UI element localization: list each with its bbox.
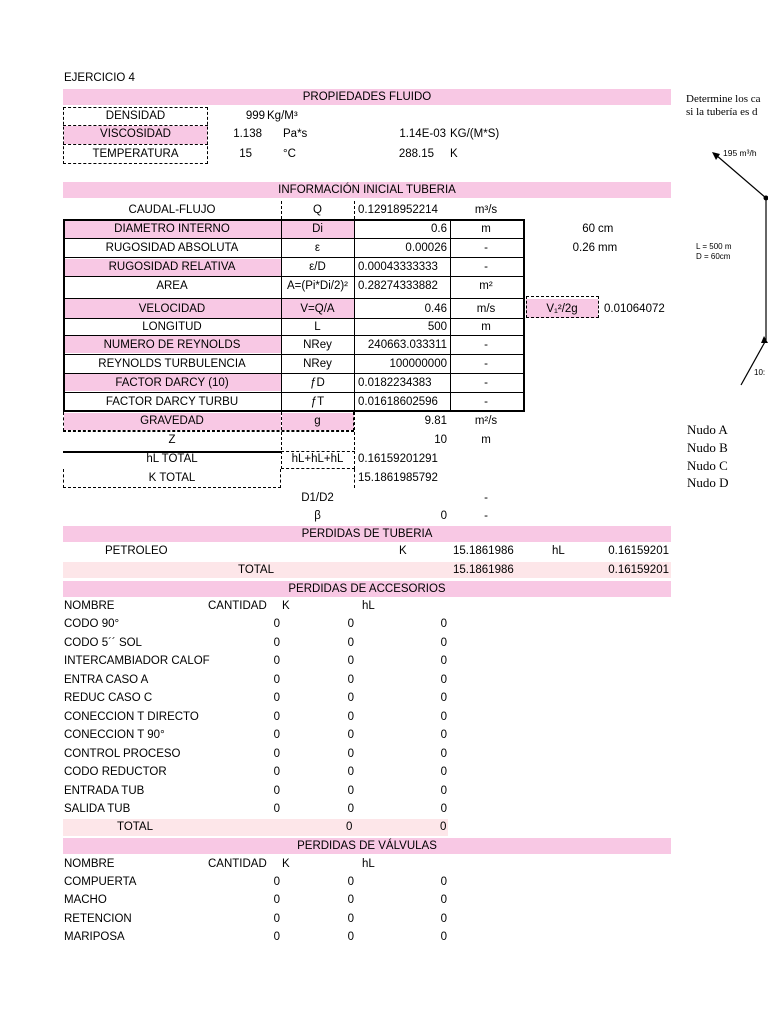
pipe-row-label: CAUDAL-FLUJO [128,204,216,216]
valvula-name: MACHO [64,894,107,907]
pipe-row-value: 9.81 [424,415,447,427]
accesorio-k: 0 [347,636,354,649]
accesorio-qty: 0 [273,636,280,649]
pipe-row-label: AREA [156,280,188,292]
accesorio-name: CONECCION T DIRECTO [64,710,199,723]
node-c: Nudo C [687,458,728,473]
accesorios-col-hl: hL [362,600,375,612]
accesorio-name: ENTRADA TUB [64,784,145,797]
pipe-row-symbol: β [314,510,321,522]
accesorio-hl: 0 [440,766,447,778]
figure-text-1: Determine los ca [686,93,761,105]
pipe-row-symbol: A=(Pi*Di/2)² [286,280,349,292]
figure-flow-label: 195 m³/h [723,148,757,158]
prop-label-densidad: DENSIDAD [105,110,166,122]
node-a: Nudo A [687,422,728,437]
valvula-qty: 0 [273,876,280,888]
pipe-network-diagram [676,140,768,400]
pipe-row-value: 100000000 [389,358,447,370]
accesorio-k: 0 [347,673,354,686]
accesorios-header-label: PERDIDAS DE ACCESORIOS [288,583,446,595]
pipe-row-label: hL TOTAL [146,453,198,465]
accesorio-hl: 0 [440,784,447,797]
accesorio-k: 0 [347,803,354,815]
prop-altunit-viscosidad: KG/(M*S) [450,128,500,140]
pipe-row-value: 240663.033311 [367,339,447,351]
v2g-label: V₁²/2g [546,303,578,315]
tuberia-total-k: 15.1861986 [453,564,514,576]
pipe-row-unit: - [484,396,488,408]
node-b: Nudo B [687,440,728,455]
prop-label-temperatura: TEMPERATURA [92,148,179,160]
pipe-row-value: 0.6 [431,223,447,235]
accesorios-total-label: TOTAL [117,821,153,833]
accesorio-hl: 0 [440,747,447,760]
tuberia-header [63,526,671,542]
accesorio-k: 0 [347,747,354,760]
valvula-k: 0 [347,912,354,925]
tuberia-total-label: TOTAL [238,564,274,576]
accesorio-name: SALIDA TUB [64,803,131,815]
pipe-row-symbol: NRey [303,358,332,370]
figure-text-2: si la tubería es d [686,106,758,118]
accesorio-hl: 0 [440,692,447,704]
pipe-row-label: DIAMETRO INTERNO [114,223,230,235]
pipe-row-unit: m² [479,280,493,292]
accesorio-k: 0 [347,729,354,741]
accesorio-k: 0 [347,766,354,778]
valvula-hl: 0 [440,912,447,925]
pipe-row-symbol: Di [312,223,323,235]
pipe-row-symbol: Q [313,204,322,216]
valvula-name: RETENCION [64,912,132,925]
pipe-row-unit: - [484,377,488,389]
accesorio-qty: 0 [273,803,280,815]
pipe-row-unit: m [481,223,491,235]
accesorios-total-hl: 0 [440,821,447,833]
pipe-row-label: K TOTAL [148,472,196,484]
pipe-row-value: 0.0182234383 [358,377,432,389]
accesorios-total-k: 0 [346,821,353,833]
props-header-label: PROPIEDADES FLUIDO [302,91,432,103]
valvula-name: MARIPOSA [64,930,125,943]
arrow-in-icon [712,152,720,160]
valvula-hl: 0 [440,930,447,943]
prop-unit-densidad: Kg/M³ [267,110,298,122]
accesorio-hl: 0 [440,729,447,741]
pipe-row-label: RUGOSIDAD RELATIVA [108,261,236,273]
valvula-qty: 0 [273,912,280,925]
pipe-row-symbol: NRey [303,339,332,351]
accesorios-col-nombre: NOMBRE [64,600,115,612]
pipe-row-unit: - [484,510,488,522]
pipe-row-unit: - [484,492,488,504]
accesorio-k: 0 [347,710,354,723]
valvula-k: 0 [347,876,354,888]
prop-unit-viscosidad: Pa*s [283,128,308,140]
valvulas-col-nombre: NOMBRE [64,858,115,870]
accesorio-name: REDUC CASO C [64,692,153,704]
accesorio-hl: 0 [440,673,447,686]
pipe-row-value: 500 [427,321,447,333]
pipe-row-value: 10 [434,434,447,446]
pipe-row-label: LONGITUD [142,321,202,333]
accesorios-header [63,581,671,597]
accesorio-name: INTERCAMBIADOR CALOF [64,655,210,667]
tuberia-total-row [63,562,671,578]
accesorio-name: CODO 90° [64,618,120,630]
pipe-row-symbol: ƒD [310,377,325,389]
v2g-value: 0.01064072 [604,303,665,315]
accesorios-col-k: K [282,600,290,612]
pipe-row-unit: m/s [476,303,496,315]
pipe-row-label: FACTOR DARCY TURBU [105,396,239,408]
accesorio-name: CODO 5´´ SOL [64,636,142,649]
accesorio-k: 0 [347,692,354,704]
prop-value-temperatura: 15 [239,148,252,160]
figure-diam-label: D = 60cm [696,252,731,261]
accesorio-qty: 0 [273,692,280,704]
accesorio-qty: 0 [273,710,280,723]
pipe-row-label: REYNOLDS TURBULENCIA [98,358,246,370]
pipe-row-symbol: g [314,415,321,427]
arrow-out-icon [761,336,768,343]
accesorio-name: CODO REDUCTOR [64,766,167,778]
prop-unit-temperatura: °C [283,148,296,160]
valvulas-header-label: PERDIDAS DE VÁLVULAS [297,840,437,852]
accesorio-hl: 0 [440,803,447,815]
pipe-row-symbol: ƒT [310,396,325,408]
node-d: Nudo D [687,475,729,490]
pipe-row-unit: - [484,242,488,254]
accesorio-k: 0 [347,784,354,797]
accesorio-name: ENTRA CASO A [64,673,149,686]
prop-altvalue-temperatura: 288.15 [398,148,434,160]
valvulas-col-hl: hL [362,858,375,870]
accesorio-k: 0 [347,655,354,667]
prop-altunit-temperatura: K [450,148,458,160]
valvulas-header [63,838,671,854]
accesorio-qty: 0 [273,729,280,741]
valvula-qty: 0 [273,930,280,943]
accesorio-qty: 0 [273,655,280,667]
tuberia-k-value: 15.1861986 [453,545,514,557]
valvula-hl: 0 [440,876,447,888]
tuberia-hl-label: hL [552,545,565,557]
pipe-row-value: 0.16159201291 [358,453,438,465]
pipe-row-symbol: D1/D2 [301,492,334,504]
accesorios-col-cantidad: CANTIDAD [208,600,267,612]
props-header [63,89,671,105]
pipe-header [63,182,671,198]
pipe-row-value: 0.00043333333 [358,261,438,273]
accesorio-k: 0 [347,618,354,630]
pipe-row-unit: - [484,358,488,370]
accesorio-name: CONECCION T 90° [64,729,165,741]
prop-altvalue-viscosidad: 1.14E-03 [399,128,446,140]
valvula-k: 0 [347,894,354,907]
accesorio-qty: 0 [273,618,280,630]
pipe-row-label: NUMERO DE REYNOLDS [103,339,241,351]
valvula-qty: 0 [273,894,280,907]
prop-value-densidad: 999 [245,110,265,122]
accesorio-qty: 0 [273,673,280,686]
accesorio-qty: 0 [273,766,280,778]
pipe-row-label: Z [168,434,176,446]
pipe-row-symbol: ε [314,242,321,254]
accesorio-qty: 0 [273,784,280,797]
pipe-row-symbol: ε/D [309,261,326,273]
rugosidad-mm-unit: mm [598,242,618,254]
pipe-row-value: 0.01618602596 [358,396,438,408]
prop-label-viscosidad: VISCOSIDAD [100,128,171,140]
valvula-k: 0 [347,930,354,943]
pipe-row-symbol: hL+hL+hL [291,453,344,465]
pipe-row-value: 0.12918952214 [358,204,438,216]
figure-length-label: L = 500 m [696,242,732,251]
valvula-name: COMPUERTA [64,876,137,888]
pipe-row-label: RUGOSIDAD ABSOLUTA [105,242,239,254]
pipe-row-unit: m³/s [474,204,498,216]
tuberia-k-label: K [399,545,407,557]
pipe-row-unit: m [481,321,491,333]
figure-partial-label: 10: [754,368,766,377]
valvula-hl: 0 [440,894,447,907]
sheet-title: EJERCICIO 4 [64,72,135,84]
tuberia-name: PETROLEO [105,545,168,557]
pipe-row-value: 15.1861985792 [358,472,438,484]
pipe-row-value: 0.46 [424,303,447,315]
accesorio-hl: 0 [440,710,447,723]
pipe-row-symbol: V=Q/A [300,303,335,315]
pipe-row-value: 0.00026 [405,242,447,254]
accesorio-hl: 0 [440,655,447,667]
accesorio-name: CONTROL PROCESO [64,747,181,760]
rugosidad-mm-value: 0.26 [572,242,595,254]
valvulas-col-cantidad: CANTIDAD [208,858,267,870]
pipe-row-label: FACTOR DARCY (10) [115,377,229,389]
diametro-cm-value: 60 [582,223,595,235]
prop-value-viscosidad: 1.138 [233,128,262,140]
accesorio-hl: 0 [440,618,447,630]
pipe-row-value: 0.28274333882 [358,280,438,292]
pipe-header-label: INFORMACIÓN INICIAL TUBERIA [278,184,456,196]
valvulas-col-k: K [282,858,290,870]
pipe-row-symbol: L [314,321,321,333]
tuberia-hl-value: 0.16159201 [608,545,669,557]
accesorio-qty: 0 [273,747,280,760]
pipe-row-unit: - [484,261,488,273]
tuberia-total-hl: 0.16159201 [608,564,669,576]
pipe-row-unit: m [481,434,491,446]
pipe-row-label: VELOCIDAD [138,303,206,315]
tuberia-header-label: PERDIDAS DE TUBERIA [301,528,433,540]
pipe-row-unit: m²/s [474,415,498,427]
pipe-row-value: 0 [440,510,447,522]
pipe-row-unit: - [484,339,488,351]
accesorio-hl: 0 [440,636,447,649]
diametro-cm-unit: cm [598,223,614,235]
pipe-row-label: GRAVEDAD [140,415,204,427]
